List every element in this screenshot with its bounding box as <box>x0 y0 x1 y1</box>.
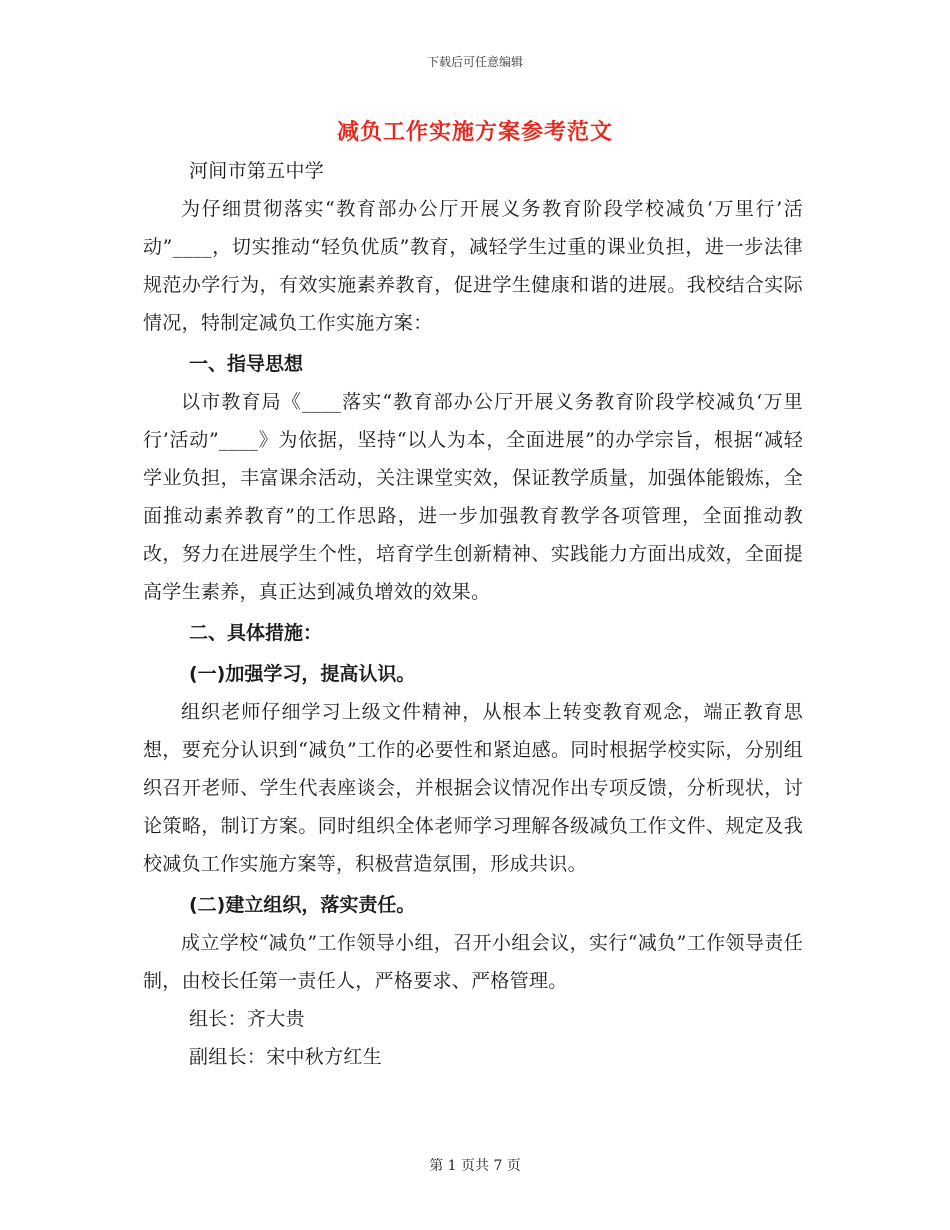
subsection-heading-strengthen-learning: (一)加强学习，提高认识。 <box>189 663 416 685</box>
document-title: 减负工作实施方案参考范文 <box>336 119 613 145</box>
intro-paragraph: 为仔细贯彻落实“教育部办公厅开展义务教育阶段学校减负‘万里行’活动”____，切实推动“轻负优质”教育，减轻学生过重的课业负担，进一步法律规范办学行为，有效实施素养教育，促进学生健康和谐的进展。我校结合实际情况，特制定减负工作实施方案： <box>143 198 803 334</box>
page-footer: 第 1 页共 7 页 <box>429 1158 521 1174</box>
section-heading-guiding-ideology: 一、指导思想 <box>189 353 304 375</box>
guiding-ideology-paragraph: 以市教育局《____落实“教育部办公厅开展义务教育阶段学校减负‘万里行’活动”____》为依据，坚持“以人为本，全面进展”的办学宗旨，根据“减轻学业负担，丰富课余活动，关注课堂实效，保证教学质量，加强体能锻炼，全面推动素养教育”的工作思路，进一步加强教育教学各项管理，全面推动教改，努力在进展学生个性，培育学生创新精神、实践能力方面出成效，全面提高学生素养，真正达到减负增效的效果。 <box>143 391 803 603</box>
subsection-heading-establish-organization: (二)建立组织，落实责任。 <box>189 894 416 916</box>
vice-group-leader-line: 副组长：宋中秋方红生 <box>189 1046 383 1068</box>
establish-organization-paragraph: 成立学校“减负”工作领导小组，召开小组会议，实行“减负”工作领导责任制，由校长任第一责任人，严格要求、严格管理。 <box>143 932 803 992</box>
section-heading-specific-measures: 二、具体措施： <box>189 622 323 644</box>
group-leader-line: 组长：齐大贵 <box>189 1008 305 1030</box>
header-note: 下载后可任意编辑 <box>426 55 523 69</box>
document-body <box>143 152 803 1076</box>
school-name: 河间市第五中学 <box>189 160 325 182</box>
strengthen-learning-paragraph: 组织老师仔细学习上级文件精神，从根本上转变教育观念，端正教育思想，要充分认识到“减负”工作的必要性和紧迫感。同时根据学校实际，分别组织召开老师、学生代表座谈会，并根据会议情况作出专项反馈，分析现状，讨论策略，制订方案。同时组织全体老师学习理解各级减负工作文件、规定及我校减负工作实施方案等，积极营造氛围，形成共识。 <box>143 701 803 875</box>
